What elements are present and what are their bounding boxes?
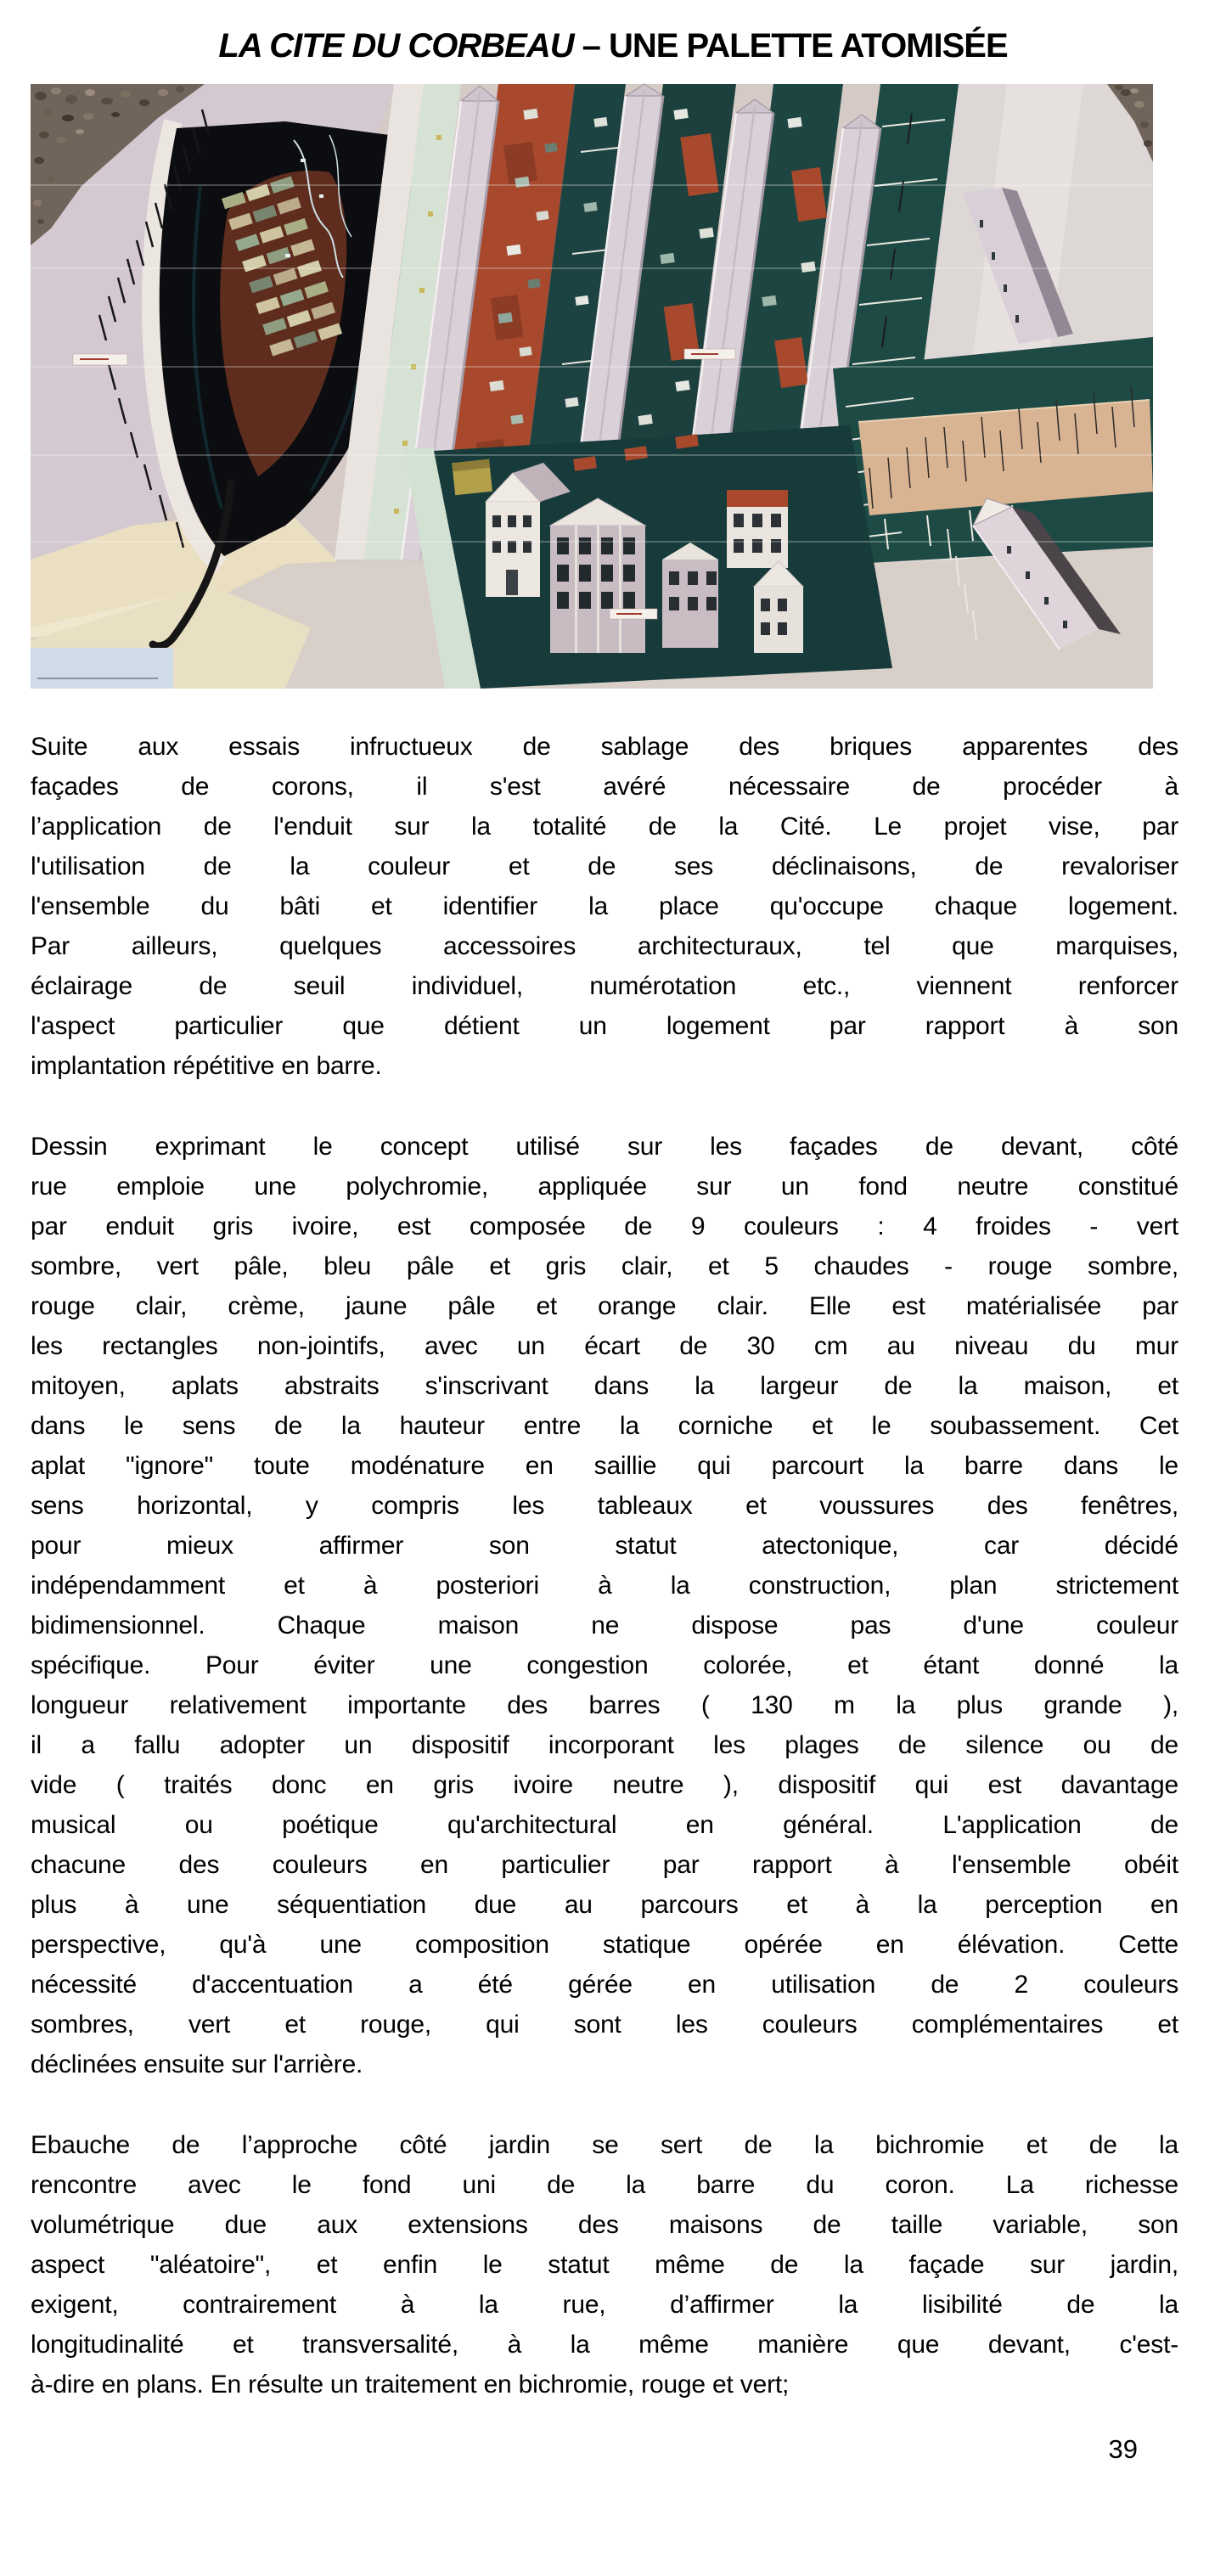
title-rest-part: – UNE PALETTE ATOMISÉE — [582, 26, 1008, 65]
text-line: rencontre avec le fond uni de la barre du coron. La richesse — [31, 2171, 1178, 2199]
model-photo-illustration — [31, 83, 1153, 689]
text-line: à-dire en plans. En résulte un traitement en bichromie, rouge et vert; — [31, 2371, 790, 2399]
body-text — [31, 727, 1178, 2404]
text-line: Par ailleurs, quelques accessoires architecturaux, tel que marquises, — [31, 932, 1178, 960]
text-line: l'aspect particulier que détient un logement par rapport à son — [31, 1012, 1178, 1040]
paragraph — [31, 727, 1178, 1086]
text-line: indépendamment et à posteriori à la construction, plan strictement — [31, 1572, 1178, 1600]
text-line: sombres, vert et rouge, qui sont les couleurs complémentaires et — [31, 2011, 1178, 2039]
text-line: volumétrique due aux extensions des maisons de taille variable, son — [31, 2211, 1178, 2239]
text-line: Suite aux essais infructueux de sablage des briques apparentes des — [31, 733, 1178, 761]
text-line: rue emploie une polychromie, appliquée sur un fond neutre constitué — [31, 1173, 1178, 1201]
text-line: dans le sens de la hauteur entre la corniche et le soubassement. Cet — [31, 1412, 1178, 1440]
paragraph — [31, 1127, 1178, 2084]
text-line: aplat "ignore" toute modénature en saillie qui parcourt la barre dans le — [31, 1452, 1178, 1480]
text-line: nécessité d'accentuation a été gérée en utilisation de 2 couleurs — [31, 1971, 1178, 1999]
text-line: sens horizontal, y compris les tableaux et voussures des fenêtres, — [31, 1492, 1178, 1520]
text-line: Ebauche de l’approche côté jardin se sert de la bichromie et de la — [31, 2131, 1178, 2159]
page-title — [0, 27, 1226, 65]
text-line: il a fallu adopter un dispositif incorporant les plages de silence ou de — [31, 1731, 1178, 1759]
text-line: déclinées ensuite sur l'arrière. — [31, 2050, 363, 2078]
paragraph — [31, 2125, 1178, 2404]
text-line: longitudinalité et transversalité, à la même manière que devant, c'est- — [31, 2331, 1178, 2359]
text-line: bidimensionnel. Chaque maison ne dispose pas d'une couleur — [31, 1611, 1178, 1640]
text-line: Dessin exprimant le concept utilisé sur les façades de devant, côté — [31, 1133, 1178, 1161]
text-line: exigent, contrairement à la rue, d’affirmer la lisibilité de la — [31, 2291, 1178, 2319]
text-line: l’application de l'enduit sur la totalité de la Cité. Le projet vise, par — [31, 813, 1178, 841]
text-line: sombre, vert pâle, bleu pâle et gris clair, et 5 chaudes - rouge sombre, — [31, 1252, 1178, 1280]
text-line: perspective, qu'à une composition statique opérée en élévation. Cette — [31, 1931, 1178, 1959]
text-line: façades de corons, il s'est avéré nécessaire de procéder à — [31, 773, 1178, 801]
text-line: aspect "aléatoire", et enfin le statut même de la façade sur jardin, — [31, 2251, 1178, 2279]
text-line: chacune des couleurs en particulier par rapport à l'ensemble obéit — [31, 1851, 1178, 1879]
text-line: spécifique. Pour éviter une congestion colorée, et étant donné la — [31, 1651, 1178, 1679]
text-line: vide ( traités donc en gris ivoire neutre ), dispositif qui est davantage — [31, 1771, 1178, 1799]
text-line: les rectangles non-jointifs, avec un écart de 30 cm au niveau du mur — [31, 1332, 1178, 1360]
text-line: l'utilisation de la couleur et de ses déclinaisons, de revaloriser — [31, 852, 1178, 880]
text-line: musical ou poétique qu'architectural en général. L'application de — [31, 1811, 1178, 1839]
text-line: rouge clair, crème, jaune pâle et orange clair. Elle est matérialisée par — [31, 1292, 1178, 1320]
page-number: 39 — [1108, 2434, 1138, 2464]
text-line: plus à une séquentiation due au parcours et à la perception en — [31, 1891, 1178, 1919]
text-line: implantation répétitive en barre. — [31, 1052, 382, 1080]
text-line: par enduit gris ivoire, est composée de 9 couleurs : 4 froides - vert — [31, 1212, 1178, 1240]
text-line: longueur relativement importante des barres ( 130 m la plus grande ), — [31, 1691, 1178, 1719]
text-line: mitoyen, aplats abstraits s'inscrivant dans la largeur de la maison, et — [31, 1372, 1178, 1400]
text-line: l'ensemble du bâti et identifier la place qu'occupe chaque logement. — [31, 892, 1178, 920]
text-line: éclairage de seuil individuel, numérotation etc., viennent renforcer — [31, 972, 1178, 1000]
model-photo — [31, 83, 1153, 689]
text-line: pour mieux affirmer son statut atectonique, car décidé — [31, 1532, 1178, 1560]
title-italic-part: LA CITE DU CORBEAU — [218, 26, 574, 65]
